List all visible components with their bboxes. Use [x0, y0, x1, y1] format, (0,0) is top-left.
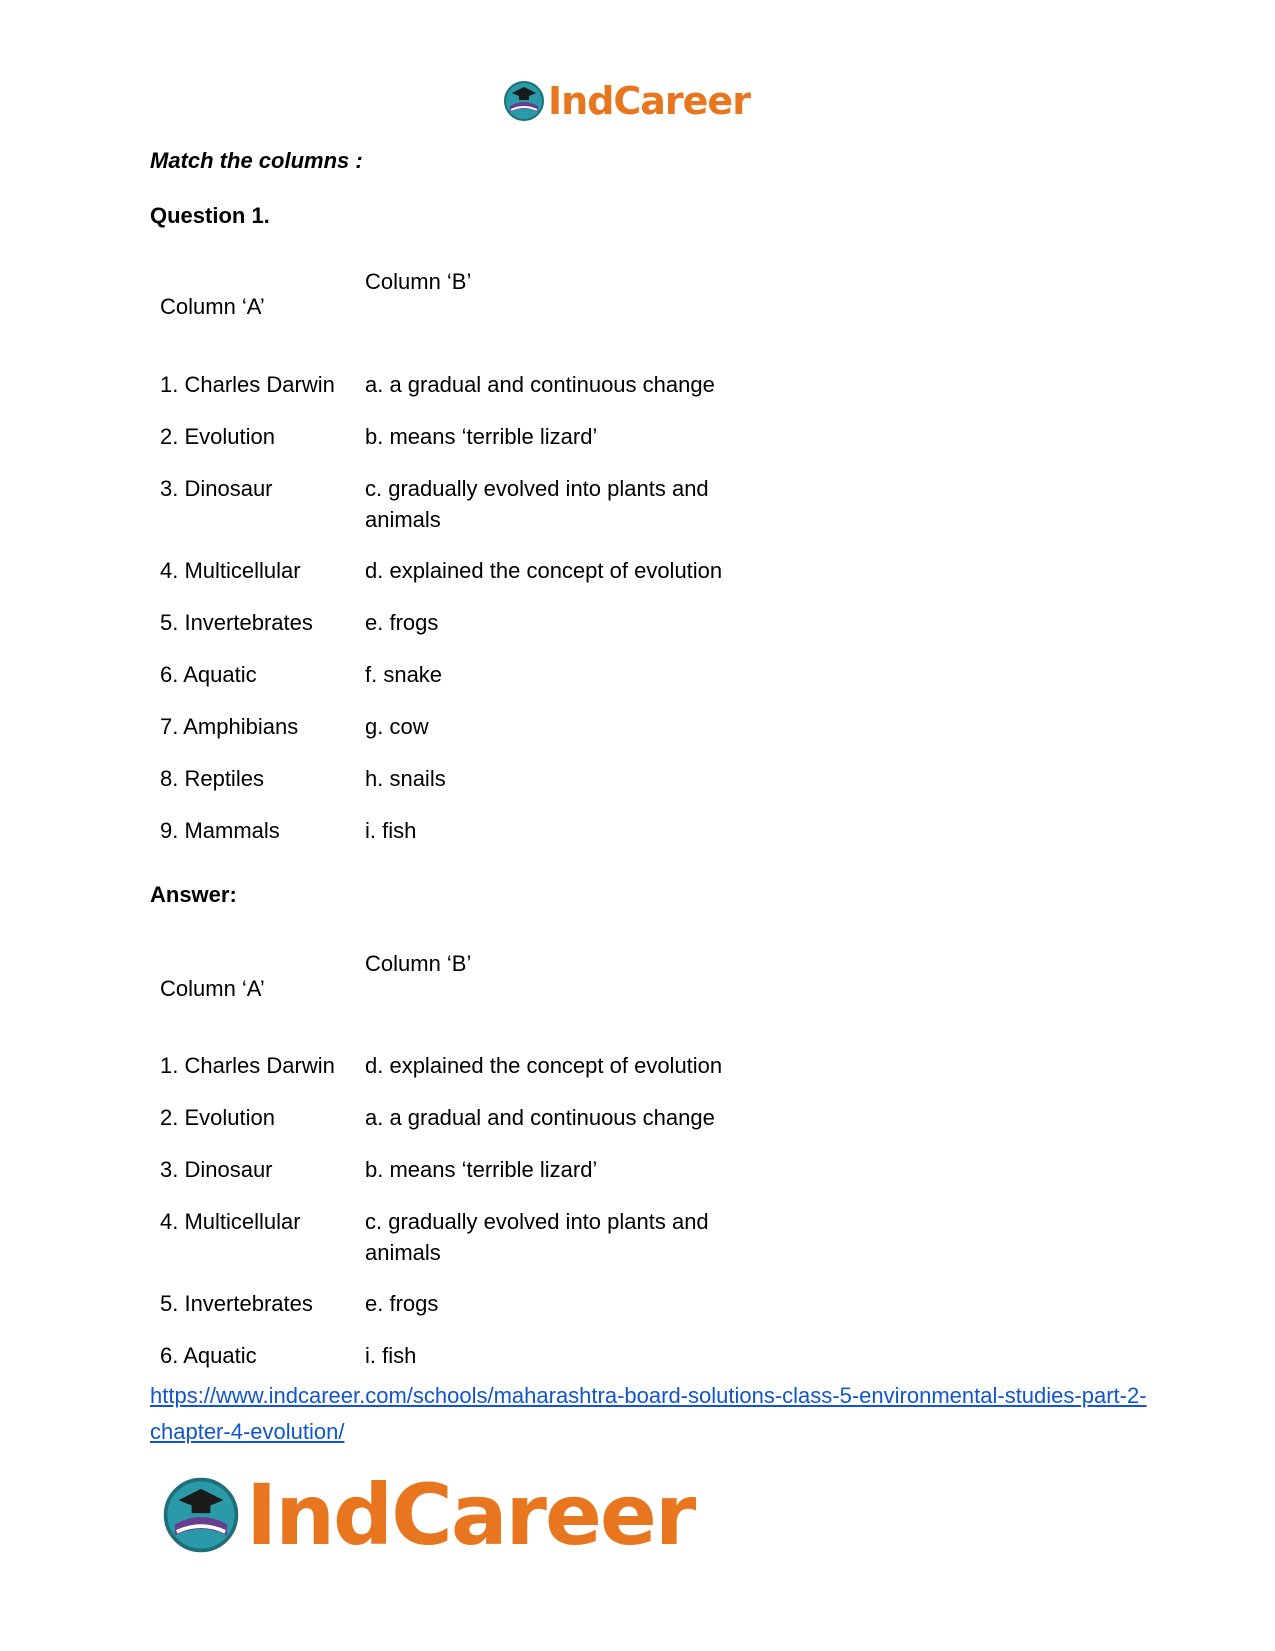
- answer-row-a: 3. Dinosaur: [160, 1157, 273, 1182]
- source-link[interactable]: https://www.indcareer.com/schools/maharashtra-board-solutions-class-5-environmental-studies-part-2-chapter-4-evolution/: [150, 1383, 1147, 1444]
- indcareer-logo-top: [502, 79, 750, 123]
- indcareer-logo-bottom: [160, 1466, 694, 1564]
- question-row-b: b. means ‘terrible lizard’: [365, 424, 598, 449]
- question-row-a: 1. Charles Darwin: [160, 372, 335, 397]
- question-row-b: e. frogs: [365, 610, 439, 635]
- answer-row-b: c. gradually evolved into plants and animals: [365, 1209, 709, 1265]
- answer-title: Answer:: [150, 882, 237, 907]
- answer-row-b: b. means ‘terrible lizard’: [365, 1157, 598, 1182]
- graduation-globe-icon: [160, 1474, 242, 1556]
- question-row-b: f. snake: [365, 662, 443, 687]
- answer-row-a: 1. Charles Darwin: [160, 1053, 335, 1078]
- question-row-a: 6. Aquatic: [160, 662, 257, 687]
- answer-row-a: 4. Multicellular: [160, 1209, 301, 1234]
- question-row-b: d. explained the concept of evolution: [365, 558, 723, 583]
- answer-row-b: i. fish: [365, 1343, 417, 1368]
- answer-col-b-header: Column ‘B’: [365, 951, 472, 976]
- question-row-a: 3. Dinosaur: [160, 476, 273, 501]
- question-row-b: c. gradually evolved into plants and animals: [365, 476, 709, 532]
- answer-row-a: 5. Invertebrates: [160, 1291, 313, 1316]
- graduation-globe-icon: [502, 79, 546, 123]
- question-row-a: 7. Amphibians: [160, 714, 299, 739]
- question-row-b: h. snails: [365, 766, 446, 791]
- question-row-b: g. cow: [365, 714, 429, 739]
- question-row-a: 9. Mammals: [160, 818, 280, 843]
- question-row-a: 8. Reptiles: [160, 766, 264, 791]
- answer-row-b: d. explained the concept of evolution: [365, 1053, 723, 1078]
- question-row-b: a. a gradual and continuous change: [365, 372, 715, 397]
- question-title: Question 1.: [150, 203, 270, 228]
- question-row-b: i. fish: [365, 818, 417, 843]
- answer-row-a: 2. Evolution: [160, 1105, 275, 1130]
- brand-name: IndCareer: [548, 79, 750, 123]
- question-col-a-header: Column ‘A’: [160, 294, 265, 319]
- brand-name: IndCareer: [246, 1466, 695, 1564]
- answer-row-b: a. a gradual and continuous change: [365, 1105, 715, 1130]
- question-row-a: 2. Evolution: [160, 424, 275, 449]
- instruction-heading: Match the columns :: [150, 148, 363, 173]
- answer-row-b: e. frogs: [365, 1291, 439, 1316]
- question-col-b-header: Column ‘B’: [365, 269, 472, 294]
- answer-row-a: 6. Aquatic: [160, 1343, 257, 1368]
- question-row-a: 5. Invertebrates: [160, 610, 313, 635]
- answer-col-a-header: Column ‘A’: [160, 976, 265, 1001]
- question-row-a: 4. Multicellular: [160, 558, 301, 583]
